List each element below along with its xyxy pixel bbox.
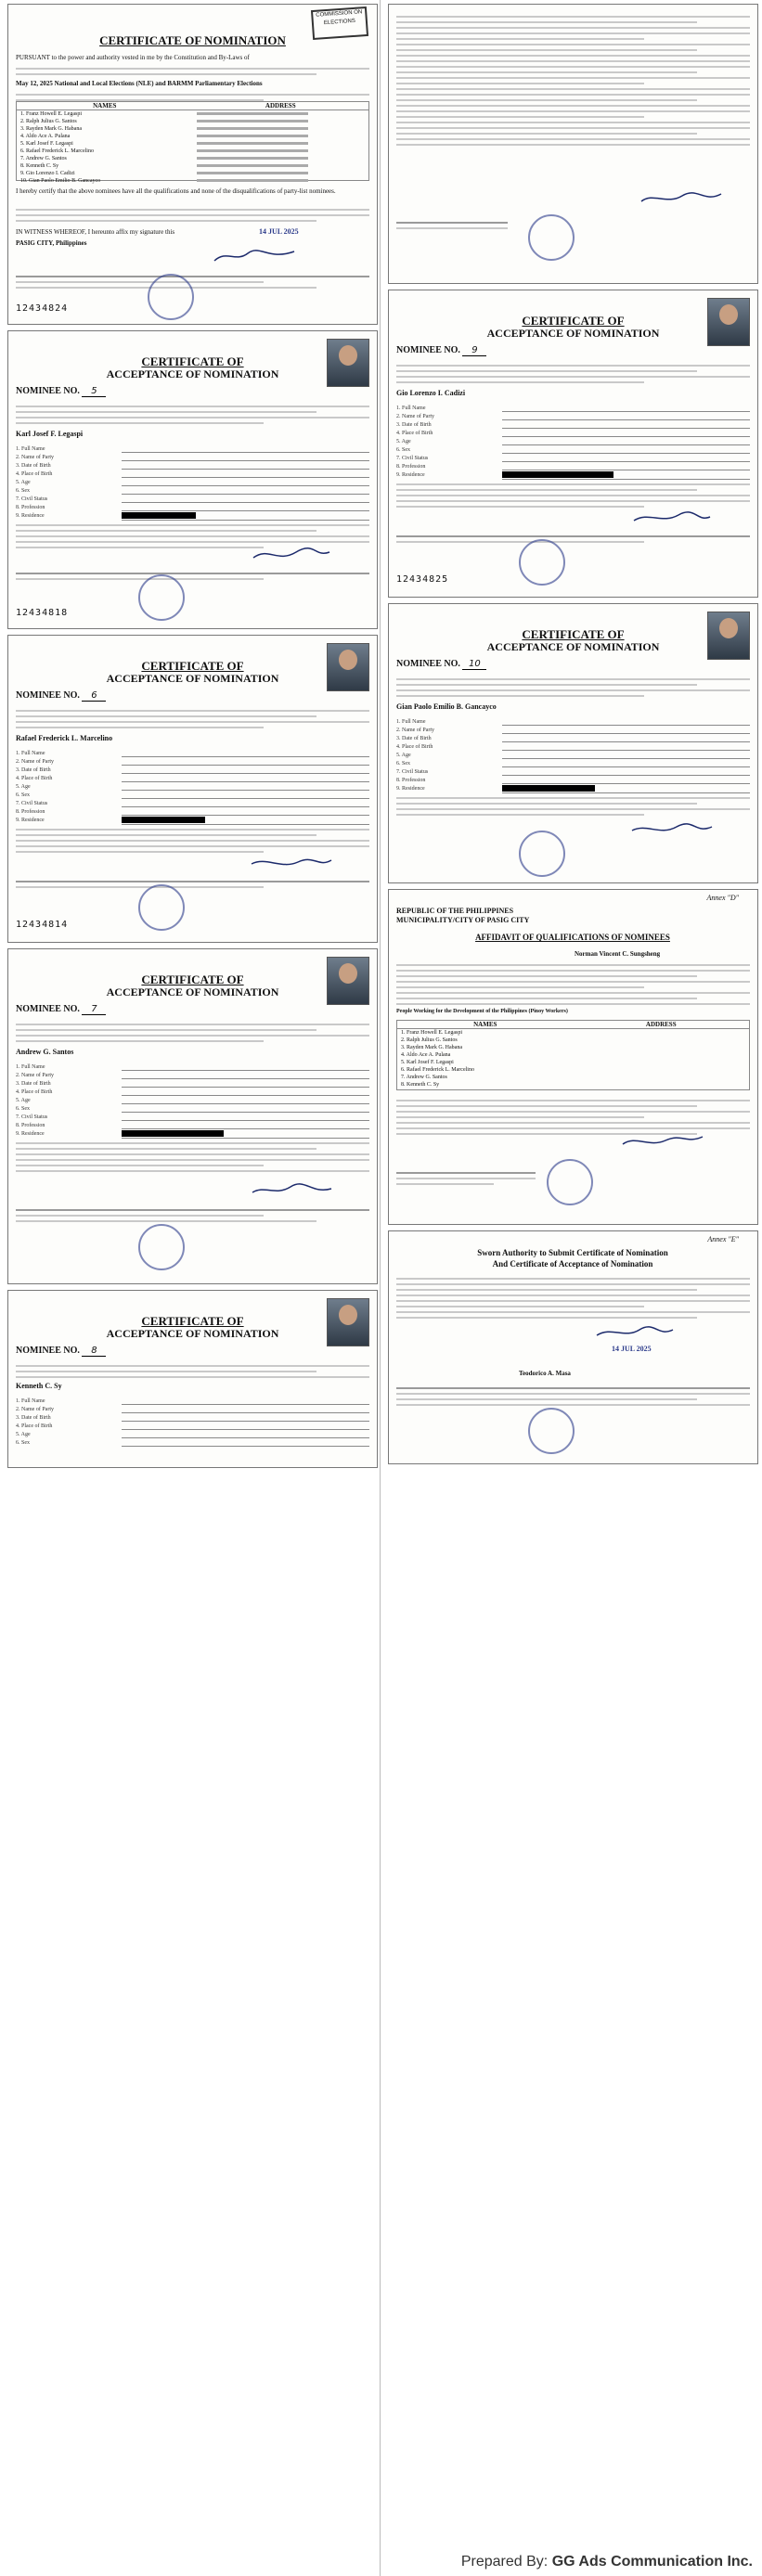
doc-title: CERTIFICATE OF NOMINATION (99, 33, 286, 47)
witness-text: IN WITNESS WHEREOF, I hereunto affix my signature this (16, 228, 175, 236)
notary-seal (519, 831, 565, 877)
column-divider (380, 0, 381, 2576)
signature (630, 821, 714, 838)
notary-seal (148, 274, 194, 320)
municipality-heading: MUNICIPALITY/CITY OF PASIG CITY (396, 916, 530, 924)
serial-number: 12434824 (16, 303, 69, 314)
nominee-row: 10. Gian Paolo Emilio B. Gancayco (20, 178, 101, 184)
election-text: May 12, 2025 National and Local Elections (NLE) and BARMM Parliamentary Elections (16, 80, 263, 87)
nominee-row: 3. Rayden Mark G. Habana (20, 126, 82, 132)
acceptance-nominee-8: CERTIFICATE OF ACCEPTANCE OF NOMINATION NOMINEE NO. 8 Kenneth C. Sy 1. Full Name 2. Name of Party 3. Date of Birth 4. Place of Birth 5. Age 6. Sex (7, 1290, 378, 1468)
doc-subtitle: ACCEPTANCE OF NOMINATION (106, 367, 279, 380)
nominee-photo (327, 957, 369, 1005)
nominee-name: Kenneth C. Sy (16, 1382, 62, 1390)
footer-brand: Prepared By: GG Ads Communication Inc. (460, 2554, 753, 2570)
acceptance-nominee-6: CERTIFICATE OF ACCEPTANCE OF NOMINATION NOMINEE NO. 6 Rafael Frederick L. Marcelino 1. Full Name 2. Name of Party 3. Date of Birth 4. Place of Birth 5. Age 6. Sex 7. Civil Status 8. Profession 9. Residence 12434814 (7, 635, 378, 943)
nominee-photo (707, 298, 750, 346)
notary-seal (528, 214, 575, 261)
affidavit-of-qualifications (388, 889, 758, 1225)
nominee-number: NOMINEE NO. 10 (396, 659, 757, 670)
nominee-row: 7. Andrew G. Santos (20, 156, 67, 161)
right-column (384, 0, 760, 2576)
doc-title: CERTIFICATE OF (141, 1314, 244, 1328)
acceptance-nominee-5: CERTIFICATE OF ACCEPTANCE OF NOMINATION NOMINEE NO. 5 Karl Josef F. Legaspi 1. Full Name 2. Name of Party 3. Date of Birth 4. Place of Birth 5. Age 6. Sex 7. Civil Status 8. Profession 9. Residence 12434818 (7, 330, 378, 629)
nominee-number: NOMINEE NO. 9 (396, 345, 757, 356)
signature (213, 248, 296, 264)
notary-seal (138, 884, 185, 931)
nominee-row: 4. Aldo Ace A. Pulana (20, 134, 71, 139)
body-lines (16, 64, 369, 79)
acceptance-nominee-9: CERTIFICATE OF ACCEPTANCE OF NOMINATION NOMINEE NO. 9 Gio Lorenzo I. Cadizi 1. Full Name 2. Name of Party 3. Date of Birth 4. Place of Birth 5. Age 6. Sex 7. Civil Status 8. Profession 9. Residence 12434825 (388, 290, 758, 598)
acceptance-nominee-7: CERTIFICATE OF ACCEPTANCE OF NOMINATION NOMINEE NO. 7 Andrew G. Santos 1. Full Name 2. Name of Party 3. Date of Birth 4. Place of Birth 5. Age 6. Sex 7. Civil Status 8. Profession 9. Residence (7, 948, 378, 1284)
nominee-row: 9. Gio Lorenzo I. Cadizi (20, 171, 75, 176)
annex-label: Annex "E" (707, 1235, 739, 1243)
nominee-row: 5. Karl Josef F. Legaspi (20, 141, 73, 147)
doc-subtitle: ACCEPTANCE OF NOMINATION (106, 672, 279, 685)
acceptance-nominee-4-continued (388, 4, 758, 284)
affidavit-nominee-table: NAMES ADDRESS 1. Franz Howell E. Legaspi 2. Ralph Julius G. Santos 3. Rayden Mark G. Habana 4. Aldo Ace A. Pulana 5. Karl Josef F. Legaspi 6. Rafael Frederick L. Marcelino 7. Andrew G. Santos 8. Kenneth C. Sy (396, 1020, 750, 1090)
nominee-row: 6. Rafael Frederick L. Marcelino (20, 148, 94, 154)
nominee-row: 1. Franz Howell E. Legaspi (20, 111, 82, 117)
nominee-name: Andrew G. Santos (16, 1048, 74, 1056)
nominee-name: Gio Lorenzo I. Cadizi (396, 389, 466, 397)
signature (630, 509, 714, 526)
nominee-photo (327, 1298, 369, 1346)
signature (250, 1181, 333, 1198)
nominee-name: Rafael Frederick L. Marcelino (16, 734, 113, 742)
affidavit-title: AFFIDAVIT OF QUALIFICATIONS OF NOMINEES (475, 933, 670, 942)
notary-seal (138, 574, 185, 621)
doc-title: CERTIFICATE OF (141, 659, 244, 673)
serial-number: 12434825 (396, 574, 449, 585)
signature (639, 190, 723, 207)
sworn-date: 14 JUL 2025 (612, 1345, 652, 1353)
doc-subtitle: ACCEPTANCE OF NOMINATION (486, 640, 660, 653)
nominee-photo (327, 339, 369, 387)
notary-seal (528, 1408, 575, 1454)
party-name: People Working for the Development of the Philippines (Pinoy Workers) (396, 1009, 568, 1014)
republic-heading: REPUBLIC OF THE PHILIPPINES (396, 907, 514, 915)
nominee-row: 8. Kenneth C. Sy (20, 163, 59, 169)
serial-number: 12434814 (16, 920, 69, 930)
nominee-row: 2. Ralph Julius G. Santos (20, 119, 77, 124)
doc-subtitle: ACCEPTANCE OF NOMINATION (106, 1327, 279, 1340)
serial-number: 12434818 (16, 608, 69, 618)
notary-seal (519, 539, 565, 586)
witness-date: 14 JUL 2025 (259, 227, 299, 236)
signatory-name: Norman Vincent C. Sungsheng (575, 950, 661, 958)
nominee-name: Karl Josef F. Legaspi (16, 430, 84, 438)
signature (621, 1133, 704, 1150)
representative-name: Teodorico A. Masa (519, 1370, 571, 1377)
nominee-number: NOMINEE NO. 7 (16, 1004, 377, 1015)
nominee-table (16, 101, 369, 184)
notary-seal (547, 1159, 593, 1205)
doc-subtitle: ACCEPTANCE OF NOMINATION (106, 985, 279, 998)
certify-text: I hereby certify that the above nominees have all the qualifications and none of the disqualifications of party-list nominees. (16, 187, 336, 195)
sworn-subtitle: And Certificate of Acceptance of Nomination (492, 1259, 653, 1269)
signature (250, 547, 333, 563)
signature (250, 855, 333, 871)
names-header: NAMES (93, 102, 117, 109)
comelec-received-stamp: COMMISSION ON ELECTIONS (311, 6, 368, 40)
sworn-title: Sworn Authority to Submit Certificate of Nomination (477, 1248, 668, 1257)
nominee-number: NOMINEE NO. 5 (16, 386, 377, 397)
nominee-name: Gian Paolo Emilio B. Gancayco (396, 702, 497, 711)
nominee-number: NOMINEE NO. 8 (16, 1346, 377, 1357)
notary-seal (138, 1224, 185, 1270)
certificate-of-nomination (7, 4, 378, 325)
nominee-photo (707, 612, 750, 660)
signature (593, 1324, 677, 1341)
doc-title: CERTIFICATE OF (141, 972, 244, 986)
address-header: ADDRESS (265, 102, 296, 109)
doc-title: CERTIFICATE OF (522, 314, 625, 328)
annex-label: Annex "D" (706, 894, 739, 902)
doc-title: CERTIFICATE OF (522, 627, 625, 641)
acceptance-nominee-10: CERTIFICATE OF ACCEPTANCE OF NOMINATION NOMINEE NO. 10 Gian Paolo Emilio B. Gancayco 1. Full Name 2. Name of Party 3. Date of Birth 4. Place of Birth 5. Age 6. Sex 7. Civil Status 8. Profession 9. Residence (388, 603, 758, 883)
witness-place: PASIG CITY, Philippines (16, 239, 87, 247)
sworn-authority (388, 1230, 758, 1464)
nominee-photo (327, 643, 369, 691)
intro-text: PURSUANT to the power and authority vested in me by the Constitution and By-Laws of (16, 54, 250, 61)
doc-title: CERTIFICATE OF (141, 354, 244, 368)
doc-subtitle: ACCEPTANCE OF NOMINATION (486, 327, 660, 340)
left-column (4, 0, 380, 2576)
nominee-number: NOMINEE NO. 6 (16, 690, 377, 702)
